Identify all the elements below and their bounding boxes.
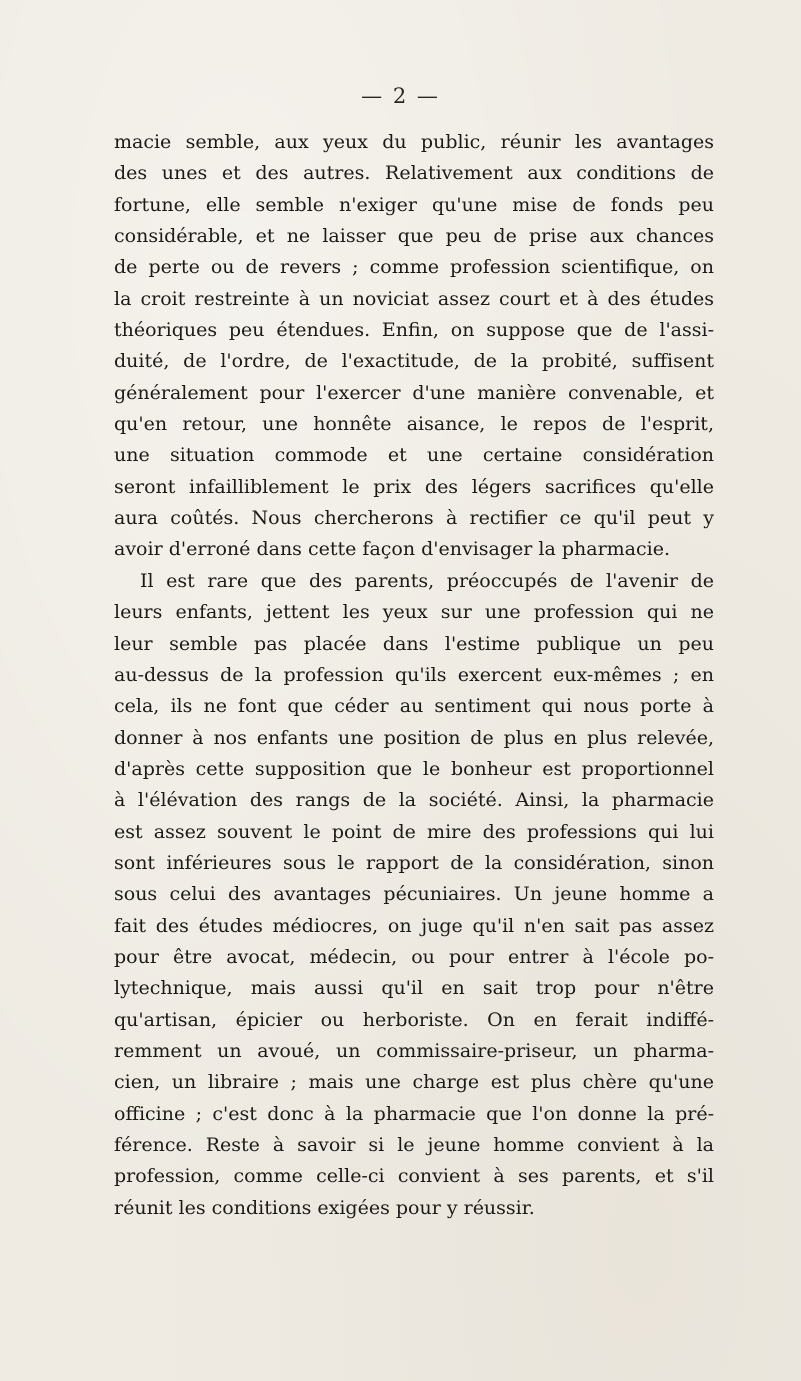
text-line: leur semble pas placée dans l'estime publique un peu — [114, 632, 714, 655]
text-line: de perte ou de revers ; comme profession scientifique, on — [114, 256, 714, 279]
text-line: remment un avoué, un commissaire-priseur, un pharma- — [114, 1039, 714, 1062]
text-line: réunit les conditions exigées pour y réussir. — [114, 1196, 535, 1219]
text-line: duité, de l'ordre, de l'exactitude, de la probité, suffisent — [114, 350, 714, 373]
text-line: à l'élévation des rangs de la société. Ainsi, la pharmacie — [114, 789, 714, 812]
text-line: fait des études médiocres, on juge qu'il n'en sait pas assez — [114, 914, 714, 937]
text-line: officine ; c'est donc à la pharmacie que l'on donne la pré- — [114, 1102, 714, 1125]
text-line: cela, ils ne font que céder au sentiment qui nous porte à — [114, 695, 714, 718]
text-line: au-dessus de la profession qu'ils exercent eux-mêmes ; en — [114, 663, 714, 686]
text-line: macie semble, aux yeux du public, réunir les avantages — [114, 131, 714, 153]
page-number: — 2 — — [361, 84, 440, 108]
text-line: leurs enfants, jettent les yeux sur une profession qui ne — [114, 601, 714, 624]
text-line: la croit restreinte à un noviciat assez court et à des études — [114, 287, 714, 310]
text-line: théoriques peu étendues. Enfin, on suppose que de l'assi- — [114, 319, 714, 342]
text-line: sous celui des avantages pécuniaires. Un jeune homme a — [114, 883, 714, 906]
text-line: qu'artisan, épicier ou herboriste. On en ferait indiffé- — [114, 1008, 714, 1031]
text-line: donner à nos enfants une position de plus en plus relevée, — [114, 726, 714, 749]
text-line: profession, comme celle-ci convient à ses parents, et s'il — [114, 1165, 714, 1188]
text-line: aura coûtés. Nous chercherons à rectifier ce qu'il peut y — [114, 507, 714, 530]
text-line: lytechnique, mais aussi qu'il en sait trop pour n'être — [114, 977, 714, 1000]
text-line: férence. Reste à savoir si le jeune homme convient à la — [114, 1134, 714, 1156]
text-line: seront infailliblement le prix des légers sacrifices qu'elle — [114, 475, 714, 498]
text-line: des unes et des autres. Relativement aux conditions de — [114, 162, 714, 185]
text-line: avoir d'erroné dans cette façon d'envisager la pharmacie. — [114, 538, 671, 561]
text-line: une situation commode et une certaine considération — [114, 444, 714, 467]
text-line: d'après cette supposition que le bonheur est proportionnel — [114, 757, 714, 780]
body-text — [114, 127, 714, 1224]
text-line: fortune, elle semble n'exiger qu'une mise de fonds peu — [114, 193, 714, 216]
text-line: généralement pour l'exercer d'une manière convenable, et — [114, 381, 714, 404]
text-line: est assez souvent le point de mire des professions qui lui — [114, 820, 714, 843]
text-line: cien, un libraire ; mais une charge est plus chère qu'une — [114, 1071, 714, 1094]
text-line: Il est rare que des parents, préoccupés de l'avenir de — [140, 569, 714, 592]
text-line: qu'en retour, une honnête aisance, le repos de l'esprit, — [114, 413, 714, 436]
text-line: sont inférieures sous le rapport de la considération, sinon — [114, 851, 714, 874]
text-line: pour être avocat, médecin, ou pour entrer à l'école po- — [114, 945, 714, 968]
text-line: considérable, et ne laisser que peu de prise aux chances — [114, 225, 714, 248]
